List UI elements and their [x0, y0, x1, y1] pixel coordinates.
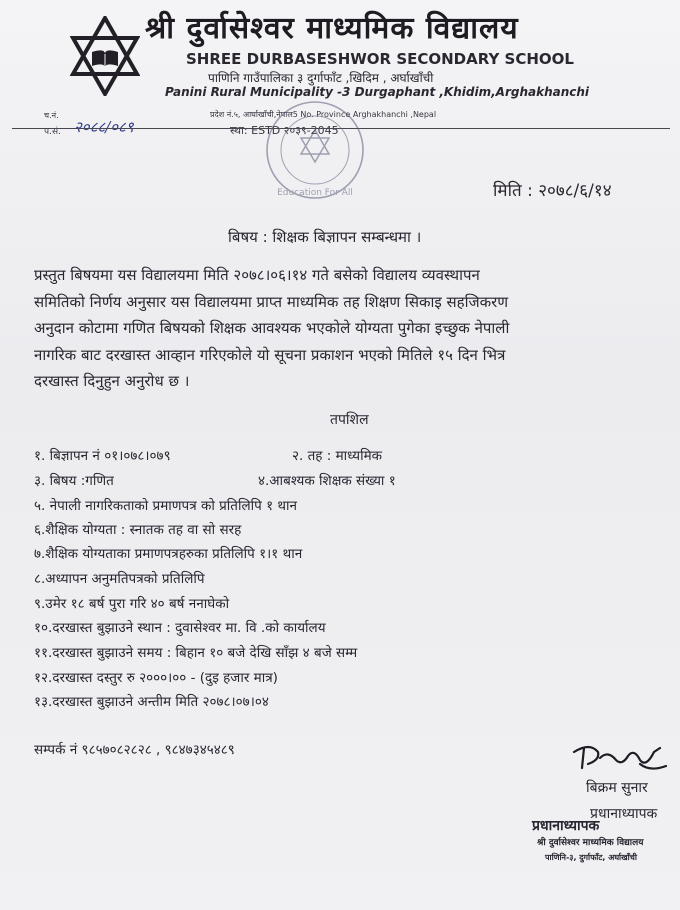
province-line: प्रदेश नं.५, आर्घाखाँची,नेपाल5 No. Province Arghakhanchi ,Nepal [210, 110, 437, 119]
list-item: २. तह : माध्यमिक [292, 448, 383, 464]
contact-numbers: सम्पर्क नं ९८५७०८२८२८ , ९८४७३४५४८९ [34, 742, 235, 758]
list-item: ५. नेपाली नागरिकताको प्रमाणपत्र को प्रतिलिपि १ थान [34, 498, 298, 514]
list-item: १३.दरखास्त बुझाउने अन्तीम मिति २०७८।०७।०४ [34, 694, 269, 710]
list-item: ४.आबश्यक शिक्षक संख्या १ [258, 473, 396, 489]
body-line: प्रस्तुत बिषयमा यस विद्यालयमा मिति २०७८।०६।१४ गते बसेको विद्यालय व्यवस्थापन [34, 266, 480, 284]
star-of-david-book-logo-icon [70, 16, 140, 96]
list-item: ११.दरखास्त बुझाउने समय : बिहान १० बजे देखि साँझ ४ बजे सम्म [34, 645, 358, 661]
list-item: १०.दरखास्त बुझाउने स्थान : दुवासेश्वर मा. वि .को कार्यालय [34, 620, 326, 636]
school-name-english: SHREE DURBASESHWOR SECONDARY SCHOOL [186, 50, 574, 68]
pasa-value: २०८८/०८९ [74, 118, 134, 136]
pasa-label: प.सं. [44, 127, 61, 137]
stamp-address: पाणिनि-३, दुर्गाफाँट, अर्घाखाँची [545, 853, 637, 862]
handwritten-signature-icon [570, 738, 670, 778]
list-item: ६.शैक्षिक योग्यता : स्नातक तह वा सो सरह [34, 522, 242, 538]
notice-body [34, 262, 674, 395]
notice-date: मिति : २०७८/६/१४ [493, 181, 612, 201]
list-item: १२.दरखास्त दस्तुर रु २०००।०० - (दुइ हजार मात्र) [34, 670, 278, 686]
signatory-title: प्रधानाध्यापक [590, 806, 658, 822]
address-english: Panini Rural Municipality -3 Durgaphant ,Khidim,Arghakhanchi [165, 85, 590, 99]
body-line: समितिको निर्णय अनुसार यस विद्यालयमा प्राप्त माध्यमिक तह शिक्षण सिकाइ सहजिकरण [34, 292, 509, 311]
seal-text: Education For All [277, 188, 353, 198]
stamp-title: प्रधानाध्यापक [532, 818, 600, 834]
body-line: अनुदान कोटामा गणित बिषयको शिक्षक आवश्यक भएकोले योग्यता पुगेका इच्छुक नेपाली [34, 319, 510, 337]
body-line: दरखास्त दिनुहुन अनुरोध छ । [34, 372, 190, 390]
notice-subject: बिषय : शिक्षक बिज्ञापन सम्बन्धमा । [228, 228, 422, 246]
tapsil-heading: तपशिल [330, 412, 369, 428]
list-item: १. बिज्ञापन नं ०१।०७८।०७९ [34, 448, 171, 464]
school-name-nepali: श्री दुर्वासेश्वर माध्यमिक विद्यालय [145, 11, 519, 46]
list-item: ७.शैक्षिक योग्यताका प्रमाणपत्रहरुका प्रतिलिपि १।१ थान [34, 546, 303, 562]
list-item: ३. बिषय :गणित [34, 473, 114, 489]
address-nepali: पाणिनि गाउँपालिका ३ दुर्गाफाँट ,खिदिम , अर्घाखाँची [208, 71, 434, 85]
signatory-name: बिक्रम सुनार [586, 780, 648, 796]
school-seal-stamp-icon [255, 98, 375, 208]
body-line: नागरिक बाट दरखास्त आव्हान गरिएकोले यो सूचना प्रकाशन भएको मितिले १५ दिन भित्र [34, 345, 506, 364]
established-year: स्था: ESTD २०३९-2045 [230, 124, 339, 137]
stamp-school: श्री दुर्वासेश्वर माध्यमिक विद्यालय [537, 838, 644, 848]
list-item: ९.उमेर १८ बर्ष पुरा गरि ४० बर्ष ननाघेको [34, 596, 230, 612]
cha-label: च.नं. [44, 111, 59, 120]
list-item: ८.अध्यापन अनुमतिपत्रको प्रतिलिपि [34, 571, 205, 587]
